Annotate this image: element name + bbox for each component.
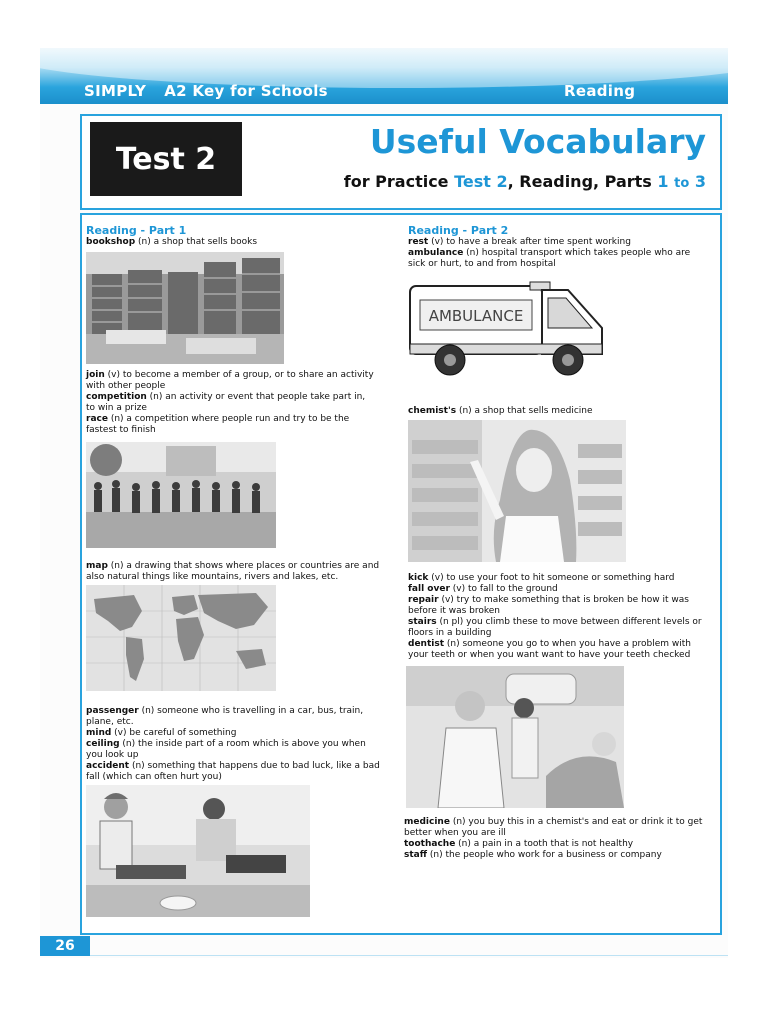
race-photo: [86, 442, 276, 548]
vocab-entry: [408, 573, 714, 584]
ambulance-sign-text: AMBULANCE: [428, 307, 524, 325]
vocab-entry: [404, 850, 714, 861]
subtitle-part-end: 3: [694, 172, 706, 191]
subtitle-prefix: for Practice: [343, 172, 455, 191]
vocab-word: ambulance: [408, 248, 464, 258]
vocab-entry: [404, 817, 714, 839]
vocab-definition: (n) a drawing that shows where places or countries are and also natural things like mountains, rivers and lakes, etc.: [86, 561, 380, 582]
vocab-entry: [86, 237, 386, 248]
vocab-entry: [408, 237, 708, 248]
vocab-block-rest: [408, 237, 708, 270]
vocab-definition: (n) someone who is travelling in a car, bus, train, plane, etc.: [86, 706, 364, 727]
world-map-photo: [86, 585, 276, 691]
vocab-entry: [408, 617, 714, 639]
right-section-heading: Reading - Part 2: [408, 224, 509, 237]
vocab-word: join: [86, 370, 105, 380]
accident-photo: [86, 785, 310, 917]
vocab-block-medicine: [404, 817, 714, 861]
vocab-entry: [404, 839, 714, 850]
vocab-entry: [86, 706, 382, 728]
vocab-word: map: [86, 561, 108, 571]
vocab-block-chemists: [408, 406, 708, 417]
vocab-definition: (v) to have a break after time spent working: [428, 237, 631, 247]
vocab-word: bookshop: [86, 237, 136, 247]
vocab-entry: [86, 739, 382, 761]
bottom-rule: [90, 955, 728, 956]
page-number: 26: [40, 936, 90, 956]
chemists-photo: [408, 420, 626, 562]
vocab-entry: [408, 639, 714, 661]
vocab-definition: (n) a shop that sells books: [135, 237, 258, 247]
vocab-word: ceiling: [86, 739, 120, 749]
vocab-block-bookshop: [86, 237, 386, 248]
vocab-block-competition: [86, 370, 376, 436]
book-title: [84, 82, 328, 100]
vocab-word: passenger: [86, 706, 139, 716]
section-name: Reading: [564, 82, 636, 100]
vocab-definition: (v) to fall to the ground: [449, 584, 558, 594]
vocab-definition: (n) an activity or event that people take part in, to win a prize: [86, 392, 366, 413]
vocab-entry: [86, 728, 382, 739]
series-name: SIMPLY: [84, 82, 147, 100]
subtitle-test: Test 2: [454, 172, 508, 191]
vocab-definition: (n) someone you go to when you have a problem with your teeth or when you want want to have your teeth checked: [408, 639, 692, 660]
vocab-word: accident: [86, 761, 130, 771]
vocab-definition: (v) be careful of something: [111, 728, 237, 738]
vocab-definition: (v) try to make something that is broken be how it was before it was broken: [408, 595, 689, 616]
vocab-definition: (n) the inside part of a room which is above you when you look up: [86, 739, 366, 760]
vocab-definition: (n) the people who work for a business or company: [427, 850, 662, 860]
vocab-entry: [86, 392, 376, 414]
vocab-entry: [408, 584, 714, 595]
header-banner: [40, 48, 728, 104]
vocab-entry: [86, 414, 376, 436]
vocab-word: competition: [86, 392, 147, 402]
vocab-word: repair: [408, 595, 439, 605]
vocab-definition: (n pl) you climb these to move between different levels or floors in a building: [408, 617, 702, 638]
vocab-entry: [86, 561, 382, 583]
vocab-word: toothache: [404, 839, 456, 849]
vocab-definition: (n) you buy this in a chemist's and eat or drink it to get better when you are ill: [404, 817, 703, 838]
vocab-word: fall over: [408, 584, 450, 594]
left-section-heading: Reading - Part 1: [86, 224, 187, 237]
vocab-entry: [408, 595, 714, 617]
vocab-definition: (v) to become a member of a group, or to share an activity with other people: [86, 370, 374, 391]
vocab-word: kick: [408, 573, 429, 583]
vocab-block-kick: [408, 573, 714, 661]
page-title: Useful Vocabulary: [369, 122, 706, 161]
vocab-entry: [408, 406, 708, 417]
test-badge: Test 2: [90, 122, 242, 196]
vocab-word: dentist: [408, 639, 444, 649]
bookshop-photo: [86, 252, 284, 364]
vocab-block-passenger: [86, 706, 382, 783]
ambulance-picture: [408, 280, 608, 382]
vocab-word: stairs: [408, 617, 437, 627]
vocab-entry: [86, 761, 382, 783]
book-name: A2 Key for Schools: [164, 82, 328, 100]
vocab-definition: (n) hospital transport which takes people who are sick or hurt, to and from hospital: [408, 248, 691, 269]
vocab-definition: (n) something that happens due to bad luck, like a bad fall (which can often hurt you): [86, 761, 380, 782]
subtitle-to: to: [674, 176, 690, 191]
dentist-photo: [406, 666, 624, 808]
vocab-definition: (v) to use your foot to hit someone or something hard: [428, 573, 675, 583]
vocab-word: chemist's: [408, 406, 457, 416]
vocab-word: rest: [408, 237, 429, 247]
vocab-word: medicine: [404, 817, 450, 827]
vocab-word: mind: [86, 728, 112, 738]
vocab-definition: (n) a shop that sells medicine: [456, 406, 593, 416]
title-box: [80, 114, 722, 210]
vocab-word: race: [86, 414, 108, 424]
subtitle-mid: , Reading, Parts: [507, 172, 658, 191]
vocab-entry: [408, 248, 708, 270]
subtitle-part-start: 1: [657, 172, 669, 191]
page-subtitle: [344, 172, 706, 191]
vocab-word: staff: [404, 850, 428, 860]
vocab-block-map: [86, 561, 382, 583]
vocab-definition: (n) a pain in a tooth that is not healthy: [455, 839, 634, 849]
vocab-entry: [86, 370, 376, 392]
vocab-definition: (n) a competition where people run and try to be the fastest to finish: [86, 414, 350, 435]
